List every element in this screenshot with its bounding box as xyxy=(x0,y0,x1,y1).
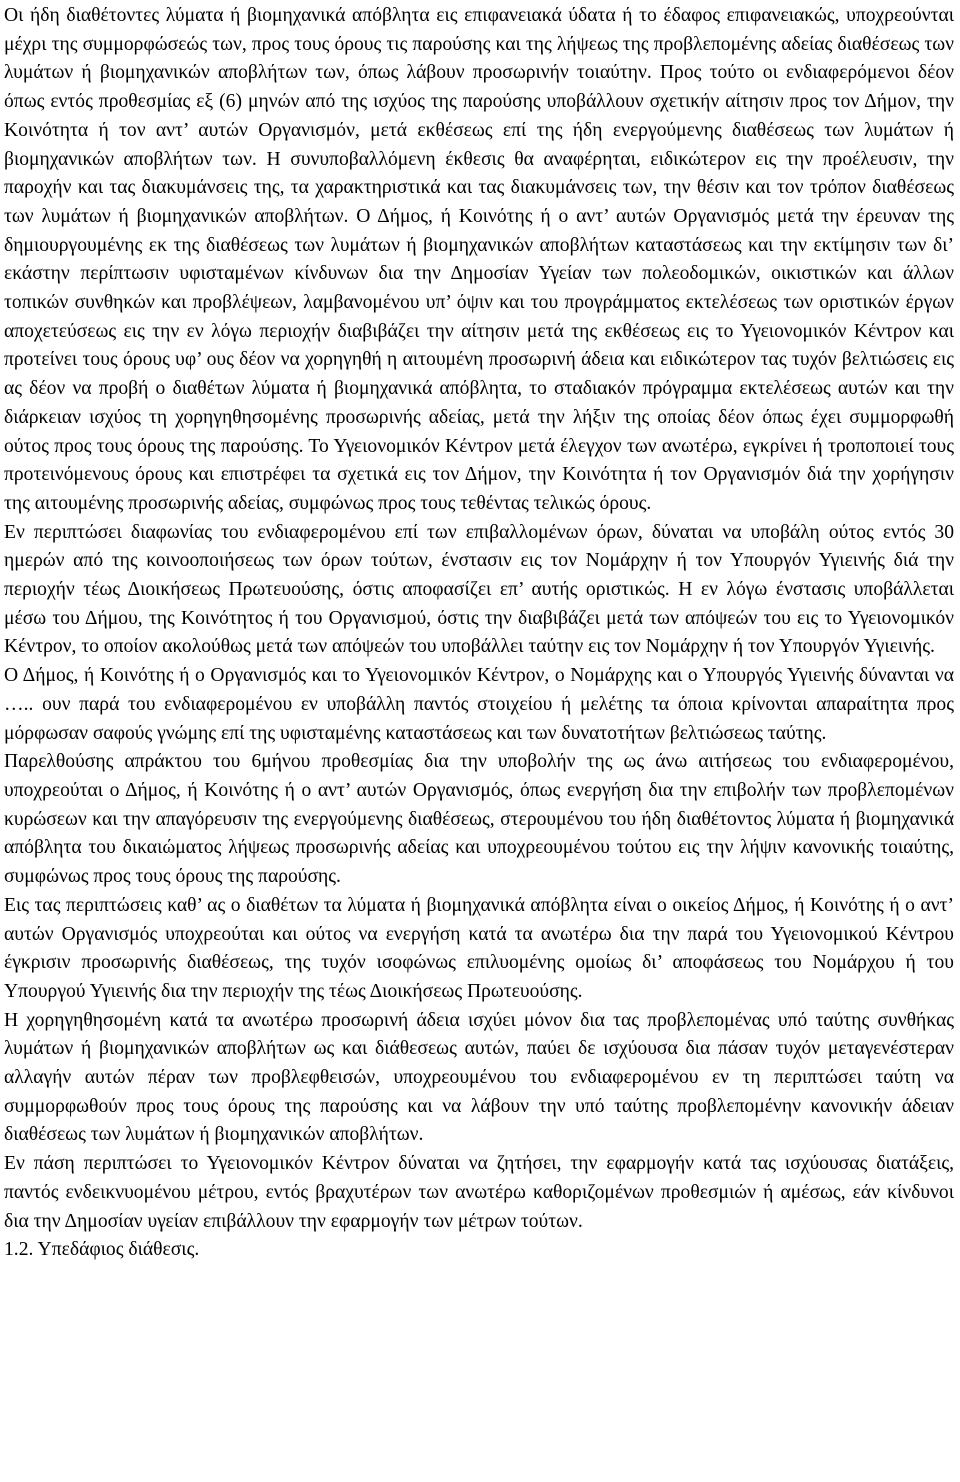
paragraph-deadline-expiry: Παρελθούσης απράκτου του 6μήνου προθεσμίας δια την υποβολήν της ως άνω αιτήσεως του ενδιαφερομένου, υποχρεούται ο Δήμος, ή Κοινότης ή ο αντ’ αυτών Οργανισμός, όπως ενεργήση δια την επιβολήν των προβλεπομένων κυρώσεων και την απαγόρευσιν της ενεργούμενης διαθέσεως, στερουμένου του ήδη διαθέτοντος λύματα ή βιομηχανικά απόβλητα του δικαιώματος λήψεως προσωρινής αδείας και υποχρεουμένου τούτου εις την λήψιν κανονικής τοιαύτης, συμφώνως προς τους όρους της παρούσης. xyxy=(4,751,954,888)
paragraph-health-center-measures: Εν πάση περιπτώσει το Υγειονομικόν Κέντρον δύναται να ζητήσει, την εφαρμογήν κατά τας ισχύουσας διατάξεις, παντός ενδεικνυομένου μέτρου, εντός βραχυτέρων των ανωτέρω καθοριζομένων προθεσμιών ή αμέσως, εάν κίνδυνοι δια την Δημοσίαν υγείαν επιβάλλουν την εφαρμογήν των μέτρων τούτων. xyxy=(4,1153,954,1232)
section-heading: 1.2. Υπεδάφιος διάθεσις. xyxy=(4,1239,200,1261)
paragraph-municipality-discharger: Εις τας περιπτώσεις καθ’ ας ο διαθέτων τα λύματα ή βιομηχανικά απόβλητα είναι ο οικείος Δήμος, ή Κοινότης ή ο αντ’ αυτών Οργανισμός υποχρεούται και ούτος να ενεργήση κατά τα ανωτέρω δια την παρά του Υγειονομικού Κέντρου έγκρισιν προσωρινής διαθέσεως, της τυχόν ισοφώνως επιλυομένης ομοίως δι’ αποφάσεως του Νομάρχου ή του Υπουργού Υγιεινής δια την περιοχήν της τέως Διοικήσεως Πρωτευούσης. xyxy=(4,894,954,1002)
paragraph-request-data: Ο Δήμος, ή Κοινότης ή ο Οργανισμός και το Υγειονομικόν Κέντρον, ο Νομάρχης και ο Υπουργός Υγιεινής δύνανται να ….. ουν παρά του ενδιαφερομένου εν υποβάλλη παντός στοιχείου ή μελέτης τα όποια κρίνονται απαραίτητα προς μόρφωσαν σαφούς γνώμης επί της υφισταμένης καταστάσεως και των δυνατοτήτων βελτιώσεως ταύτης. xyxy=(4,665,954,744)
paragraph-objection: Εν περιπτώσει διαφωνίας του ενδιαφερομένου επί των επιβαλλομένων όρων, δύναται να υποβάλη ούτος εντός 30 ημερών από της κοινοοποιήσεως των όρων τούτων, ένστασιν εις τον Νομάρχην ή τον Υπουργόν Υγιεινής διά την περιοχήν τέως Διοικήσεως Πρωτευούσης, όστις αποφασίζει επ’ αυτής οριστικώς. Η εν λόγω ένστασις υποβάλλεται μέσω του Δήμου, της Κοινότητος ή του Οργανισμού, όστις την διαβιβάζει μετά των απόψεών του εις το Υγειονομικόν Κέντρον, το οποίον ακολούθως μετά των απόψεών του υποβάλλει ταύτην εις τον Νομάρχην ή τον Υπουργόν Υγιεινής. xyxy=(4,521,954,658)
paragraph-permit-validity: Η χορηγηθησομένη κατά τα ανωτέρω προσωρινή άδεια ισχύει μόνον δια τας προβλεπομένας υπό ταύτης συνθήκας λυμάτων ή βιομηχανικών αποβλήτων ως και διάθεσεως αυτών, παύει δε ισχύουσα δια πάσαν τυχόν μεταγενέστεραν αλλαγήν αυτών πέραν των προβλεφθεισών, υποχρεουμένου του ενδιαφερομένου εν τη περιπτώσει ταύτη να συμμορφωθούν προς τους όρους της παρούσης και να λάβουν την υπό ταύτης προβλεπομένην κανονικήν άδειαν διαθέσεως των λυμάτων ή βιομηχανικών αποβλήτων. xyxy=(4,1009,954,1146)
paragraph-temporary-permit: Οι ήδη διαθέτοντες λύματα ή βιομηχανικά απόβλητα εις επιφανειακά ύδατα ή το έδαφος επιφανειακώς, υποχρεούνται μέχρι της συμμορφώσεώς των, προς τους όρους τις παρούσης και της λήψεως της προβλεπομένης αδείας διαθέσεως των λυμάτων ή βιομηχανικών αποβλήτων των, όπως λάβουν προσωρινήν τοιαύτην. Προς τούτο οι ενδιαφερόμενοι δέον όπως εντός προθεσμίας εξ (6) μηνών από της ισχύος της παρούσης υποβάλλουν σχετικήν αίτησιν προς τον Δήμον, την Κοινότητα ή τον αντ’ αυτών Οργανισμόν, μετά εκθέσεως επί της ήδη ενεργούμενης διαθέσεως των λυμάτων ή βιομηχανικών αποβλήτων των. Η συνυποβαλλόμενη έκθεσις θα αναφέρηται, ειδικώτερον εις την προέλευσιν, την παροχήν και τας διακυμάνσεις της, τα χαρακτηριστικά και τας διακυμάνσεις των, την θέσιν και τον τρόπον διαθέσεως των λυμάτων ή βιομηχανικών αποβλήτων. Ο Δήμος, ή Κοινότης ή ο αντ’ αυτών Οργανισμός μετά την έρευναν της δημιουργουμένης εκ της διαθέσεως των λυμάτων ή βιομηχανικών αποβλήτων καταστάσεως και την εκτίμησιν των δι’ εκάστην περίπτωσιν υφισταμένων κίνδυνων δια την Δημοσίαν Υγείαν των πολεοδομικών, οικιστικών και άλλων τοπικών συνθηκών και προβλέψεων, λαμβανομένου υπ’ όψιν και του προγράμματος εκτελέσεως των οριστικών έργων αποχετεύσεως εις την εν λόγω περιοχήν διαβιβάζει την αίτησιν μετά της εκθέσεως εις το Υγειονομικόν Κέντρον και προτείνει τους όρους υφ’ ους δέον να χορηγηθή η αιτουμένη προσωρινή άδεια και ειδικώτερον τας τυχόν βελτιώσεις εις ας δέον να προβή ο διαθέτων λύματα ή βιομηχανικά απόβλητα, το σταδιακόν πρόγραμμα εκτελέσεως αυτών και την διάρκειαν ισχύος τη χορηγηθησομένης προσωρινής αδείας, μετά την λήξιν της οποίας δέον όπως έχει συμμορφωθή ούτος προς τους όρους της παρούσης. Το Υγειονομικόν Κέντρον μετά έλεγχον των ανωτέρω, εγκρίνει ή τροποποιεί τους προτεινόμενους όρους και επιστρέφει τα σχετικά εις τον Δήμον, την Κοινότητα ή τον Οργανισμόν διά την χορήγησιν της αιτουμένης προσωρινής αδείας, συμφώνως προς τους τεθέντας τελικώς όρους. xyxy=(4,5,954,514)
